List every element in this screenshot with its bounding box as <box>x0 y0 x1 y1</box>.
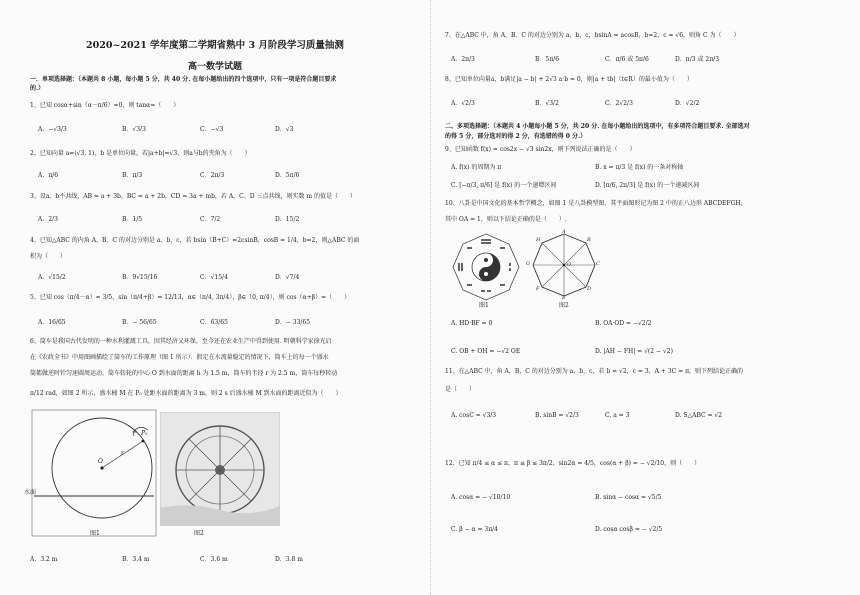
question-2-option-b: B．π/3 <box>122 172 143 179</box>
exam-title: 2020~2021 学年度第二学期省熟中 3 月阶段学习质量抽测 <box>86 40 344 51</box>
question-11-option-a: A. cosC = √3/3 <box>451 412 497 419</box>
section-2-heading: 二、多项选择题：（本题共 4 小题每小题 5 分，共 20 分. 在每小题给出的选项中，有多项符合题目要求. 全部选对 <box>445 123 750 130</box>
question-2-option-c: C．2π/3 <box>200 172 225 179</box>
question-3-stem: 3、设a、b不共线，AB = a + 3b，BC = a + 2b，CD = 3a + mb，若 A、C、D 三点共线，则实数 m 的值是（ ） <box>30 193 356 200</box>
question-10-option-b: B. OA·OD = −√2/2 <box>595 320 652 327</box>
octagon-vertex-b: B <box>587 237 591 243</box>
question-12-option-c: C. β − α = 3π/4 <box>451 526 498 533</box>
octagon-vertex-f: F <box>536 286 540 292</box>
question-4-option-c: C．√15/4 <box>200 274 228 281</box>
bagua-diagram <box>451 232 521 302</box>
question-3-option-a: A．2/3 <box>38 216 58 223</box>
exam-subtitle: 高一数学试题 <box>188 62 243 72</box>
figure-2-caption: 图2 <box>194 530 204 537</box>
section-1-heading-cont: 的.） <box>30 85 45 92</box>
octagon-center-o: O <box>567 262 572 268</box>
question-10-line-1: 10、八卦是中国文化的基本哲学概念，如图 1 是八卦模型图，其平面图形记为图 2 中的正八边形 ABCDEFGH， <box>445 200 747 207</box>
question-1-stem: 1、已知 cosα+sin（α－π/6）=0，则 tanα=（ ） <box>30 102 180 109</box>
question-1-option-c: C．−√3 <box>200 126 224 133</box>
question-5-stem: 5、已知 cos（π/4－α）= 3/5，sin（π/4+β）= 12/13，α∈（π/4, 3π/4），β∈（0, π/4），则 cos（α+β）=（ ） <box>30 294 351 301</box>
question-3-option-d: D．15/2 <box>275 216 300 223</box>
question-6-option-b: B．3.4 m <box>122 556 150 563</box>
octagon-vertex-a: A <box>562 229 566 235</box>
question-12-option-a: A. cosα = − √10/10 <box>451 494 511 501</box>
question-4-stem: 4、已知△ABC 的内角 A、B、C 的对边分别是 a、b、c，若 bsin（B+C）=2csinB，cosB = 1/4，b=2，则△ABC 的面 <box>30 237 360 244</box>
octagon-vertex-d: D <box>587 286 592 292</box>
question-12-stem: 12、已知 π/4 ≤ α ≤ π，π ≤ β ≤ 3π/2，sin2α = 4/5，cos(α + β) = − √2/10，则（ ） <box>445 460 701 467</box>
question-2-stem: 2、已知向量 a=(√3, 1)，b 是单位向量，若|a+b|=√3，则a与b的夹角为（ ） <box>30 150 251 157</box>
question-4-option-b: B．9√15/16 <box>122 274 158 281</box>
question-9-stem: 9、已知函数 f(x) = cos2x − √3 sin2x，则下列说法正确的是（ ） <box>445 146 636 153</box>
figure-label-r: r <box>121 450 124 457</box>
question-10-option-c: C. OB + OH = −√2 OE <box>451 348 521 355</box>
question-5-option-d: D．− 33/65 <box>275 319 311 326</box>
octagon-vertex-h: H <box>536 237 541 243</box>
question-6-line-4: π/12 rad，如图 2 所示，盛水桶 M 在 P₀ 处距水面的距离为 3 m，则 2 s 后盛水桶 M 到水面的距离近似为（ ） <box>30 390 342 397</box>
question-6-line-1: 6、筒车是我国古代发明的一种水利灌溉工具，因其经济又环保，至今还在农业生产中得到使用. 明朝科学家徐光启 <box>30 338 332 345</box>
question-2-option-d: D．5π/6 <box>275 172 300 179</box>
question-11-option-d: D. S△ABC = √2 <box>675 412 723 419</box>
question-11-line-1: 11、在△ABC 中，角 A，B，C 的对边分别为 a，b，c，若 b = √2，c = 3，A + 3C = π，则下列结论正确的 <box>445 368 744 375</box>
question-7-option-c: C．π/6 或 5π/6 <box>605 56 649 63</box>
question-9-option-a: A. f(x) 的周期为 π <box>451 164 502 171</box>
question-1-option-b: B．√3/3 <box>122 126 146 133</box>
question-4-option-a: A．√15/2 <box>38 274 66 281</box>
question-1-option-a: A．−√3/3 <box>38 126 67 133</box>
question-10-line-2: 其中 OA = 1，则以下结论正确的是（ ）. <box>445 216 567 223</box>
question-12-option-b: B. sinα − cosα = √5/5 <box>595 494 662 501</box>
octagon-vertex-e: E <box>562 295 566 301</box>
question-10-option-d: D. |AH − FH| = √(2 − √2) <box>595 348 673 355</box>
question-4-stem-cont: 积为（ ） <box>30 253 67 260</box>
question-9-option-d: D. [π/6, 2π/3] 是 f(x) 的一个递减区间 <box>595 182 700 189</box>
figure-label-O: O <box>98 458 103 465</box>
octagon-vertex-g: G <box>526 261 530 267</box>
waterwheel-diagram <box>30 408 158 538</box>
water-surface-label: 水面 <box>24 489 37 496</box>
right-page <box>430 0 860 595</box>
q10-figure-1-caption: 图1 <box>479 302 489 309</box>
question-6-line-3: 筒都做逆时针匀速圆周运动，筒车转轮的中心 O 到水面的距离 h 为 1.5 m，筒车的半径 r 为 2.5 m，筒车每秒转动 <box>30 370 338 377</box>
question-7-option-d: D．π/3 或 2π/3 <box>675 56 720 63</box>
question-8-option-c: C．2√2/3 <box>605 100 633 107</box>
question-6-option-d: D．3.8 m <box>275 556 303 563</box>
question-11-option-c: C. a = 3 <box>605 412 630 419</box>
question-11-line-2: 是（ ） <box>445 386 476 393</box>
question-9-option-c: C. [−π/3, π/6] 是 f(x) 的一个递增区间 <box>451 182 557 189</box>
question-5-option-a: A．16/65 <box>38 319 66 326</box>
question-10-option-a: A. HD·BF = 0 <box>451 320 493 327</box>
question-5-option-c: C．63/65 <box>200 319 228 326</box>
octagon-vertex-c: C <box>596 261 600 267</box>
figure-1-caption: 图1 <box>90 530 100 537</box>
question-8-option-b: B．√3/2 <box>535 100 559 107</box>
question-3-option-b: B．1/5 <box>122 216 143 223</box>
q10-figure-2-caption: 图2 <box>559 302 569 309</box>
question-2-option-a: A．π/6 <box>38 172 59 179</box>
section-2-heading-cont: 的得 5 分，部分选对的得 2 分，有选错的得 0 分.） <box>445 133 587 140</box>
waterwheel-illustration <box>160 412 280 526</box>
question-6-option-c: C．3.6 m <box>200 556 228 563</box>
question-3-option-c: C．7/2 <box>200 216 221 223</box>
question-6-line-2: 在《农政全书》中用图画描绘了筒车的工作原理（图 1 所示）．假定在水流量稳定的情况下，筒车上的每一个盛水 <box>30 354 329 361</box>
question-1-option-d: D．√3 <box>275 126 294 133</box>
section-1-heading: 一．单项选择题：（本题共 8 小题，每小题 5 分，共 40 分. 在每小题给出的四个选项中，只有一项是符合题目要求 <box>30 76 337 83</box>
question-6-option-a: A．3.2 m <box>30 556 58 563</box>
question-7-stem: 7、在△ABC 中，角 A、B、C 的对边分别为 a、b、c，bsinA = acosB，b=2，c = √6，则角 C 为（ ） <box>445 32 740 39</box>
question-4-option-d: D．√7/4 <box>275 274 300 281</box>
question-11-option-b: B. sinB = √2/3 <box>535 412 579 419</box>
question-8-stem: 8、已知单位向量a，b满足|a − b| + 2√3 a·b = 0，则|a + tb|（t∈R）的最小值为（ ） <box>445 76 693 83</box>
question-8-option-a: A．√2/3 <box>451 100 475 107</box>
question-7-option-b: B．5π/6 <box>535 56 560 63</box>
question-7-option-a: A．2π/3 <box>451 56 475 63</box>
figure-label-p0: P₀ <box>141 430 148 437</box>
question-12-option-d: D. cosα cosβ = − √2/5 <box>595 526 663 533</box>
question-8-option-d: D．√2/2 <box>675 100 700 107</box>
question-9-option-b: B. x = π/3 是 f(x) 的一条对称轴 <box>595 164 684 171</box>
question-5-option-b: B．− 56/65 <box>122 319 157 326</box>
